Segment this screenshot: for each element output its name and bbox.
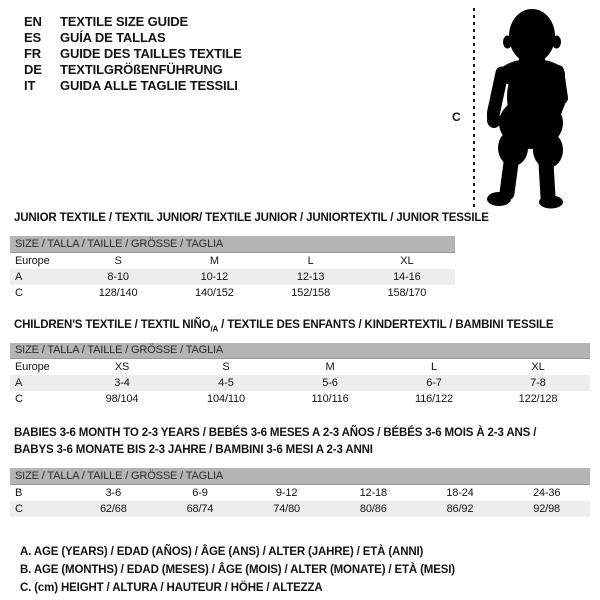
table-row-age: [10, 375, 590, 391]
cell: 104/110: [207, 393, 245, 405]
baby-silhouette-icon: [487, 3, 600, 211]
cell: 110/116: [311, 393, 349, 405]
cell: 3-6: [105, 486, 122, 499]
language-row-en: [24, 13, 242, 29]
table-row-age: [10, 269, 455, 285]
section-babies: [10, 425, 590, 517]
table-row-height: [10, 285, 455, 301]
cell: XS: [114, 361, 130, 373]
cell: M: [209, 254, 219, 267]
language-code: IT: [24, 77, 36, 93]
section-children: [10, 319, 590, 408]
language-row-de: [24, 61, 242, 77]
language-row-fr: [24, 45, 242, 61]
cell: 116/122: [415, 393, 453, 405]
cell: 68/74: [186, 502, 214, 515]
cell: 62/68: [99, 502, 127, 515]
title-line1: BABIES 3-6 MONTH TO 2-3 YEARS / BEBÉS 3-6 MESES A 2-3 AÑOS / BÉBÉS 3-6 MOIS À 2-3 ANS /: [14, 427, 537, 439]
cell: 24-36: [532, 486, 561, 499]
table-row-age: [10, 484, 590, 501]
cell: 4-5: [218, 377, 234, 389]
row-label: B: [15, 486, 23, 499]
language-title: GUÍA DE TALLAS: [60, 29, 166, 45]
size-header-bar: SIZE / TALLA / TAILLE / GRÖSSE / TAGLIA: [10, 236, 455, 252]
language-code: EN: [24, 13, 42, 29]
row-label: C: [15, 393, 23, 405]
cell: 98/104: [105, 393, 139, 405]
section-junior: [10, 212, 590, 301]
footnote-c: C. (cm) HEIGHT / ALTURA / HAUTEUR / HÖHE / ALTEZZA: [20, 581, 323, 594]
row-label: A: [15, 270, 23, 283]
cell: 6-7: [426, 377, 442, 389]
row-label: Europe: [15, 361, 50, 373]
title-subscript: /A: [210, 323, 219, 333]
cell: 9-12: [275, 486, 298, 499]
size-guide-content: [10, 212, 590, 597]
children-size-table: [10, 343, 590, 408]
row-label: C: [15, 286, 23, 299]
cell: 5-6: [322, 377, 338, 389]
language-code: FR: [24, 45, 42, 61]
language-list: [24, 13, 242, 93]
cell: 3-4: [114, 377, 130, 389]
cell: XL: [400, 254, 414, 267]
cell: S: [222, 361, 230, 373]
cell: 128/140: [98, 286, 138, 299]
section-title-babies: [10, 425, 590, 459]
title-text: CHILDREN'S TEXTILE / TEXTIL NIÑO: [14, 318, 211, 331]
footnote-b: B. AGE (MONTHS) / EDAD (MESES) / ÂGE (MOIS) / ALTER (MONATE) / ETÀ (MESI): [20, 563, 455, 576]
language-code: DE: [24, 61, 42, 77]
language-title: GUIDE DES TAILLES TEXTILE: [60, 45, 242, 61]
cell: S: [114, 254, 122, 267]
language-title: GUIDA ALLE TAGLIE TESSILI: [60, 77, 238, 93]
cell: 122/128: [518, 393, 558, 405]
cell: L: [431, 361, 437, 373]
cell: M: [325, 361, 335, 373]
row-label: A: [15, 377, 23, 389]
section-title-junior: JUNIOR TEXTILE / TEXTIL JUNIOR/ TEXTILE JUNIOR / JUNIORTEXTIL / JUNIOR TESSILE: [14, 212, 489, 224]
table-row-europe: [10, 252, 455, 269]
height-measure-dashed-line: [473, 8, 475, 207]
cell: 86/92: [446, 502, 474, 515]
cell: 158/170: [387, 286, 427, 299]
cell: 12-18: [359, 486, 387, 499]
junior-size-table: [10, 236, 455, 301]
cell: 7-8: [530, 377, 546, 389]
cell: 12-13: [296, 270, 325, 283]
section-title-children: [10, 319, 590, 332]
table-row-height: [10, 501, 590, 517]
row-label: Europe: [15, 254, 50, 267]
row-label: C: [15, 502, 23, 515]
cell: 6-9: [192, 486, 208, 499]
cell: 10-12: [200, 270, 229, 283]
cell: 92/98: [533, 502, 561, 515]
title-text: / TEXTILE DES ENFANTS / KINDERTEXTIL / BAMBINI TESSILE: [218, 318, 554, 331]
cell: 14-16: [393, 270, 421, 283]
cell: XL: [531, 361, 545, 373]
cell: 18-24: [446, 486, 474, 499]
footnote-a: A. AGE (YEARS) / EDAD (AÑOS) / ÂGE (ANS) / ALTER (JAHRE) / ETÀ (ANNI): [20, 545, 424, 558]
language-code: ES: [24, 29, 42, 45]
cell: 140/152: [195, 286, 234, 299]
table-row-height: [10, 391, 590, 407]
size-header-bar: SIZE / TALLA / TAILLE / GRÖSSE / TAGLIA: [10, 343, 590, 359]
babies-size-table: [10, 468, 590, 517]
language-row-it: [24, 77, 242, 93]
cell: 80/86: [359, 502, 387, 515]
cell: 8-10: [107, 270, 129, 283]
cell: L: [307, 254, 314, 267]
cell: 152/158: [291, 286, 330, 299]
footnotes: [10, 543, 590, 597]
size-header-bar: SIZE / TALLA / TAILLE / GRÖSSE / TAGLIA: [10, 468, 590, 484]
title-line2: BABYS 3-6 MONATE BIS 2-3 JAHRE / BAMBINI 3-6 MESI A 2-3 ANNI: [14, 444, 373, 456]
cell: 74/80: [273, 502, 301, 515]
language-row-es: [24, 29, 242, 45]
height-measure-label: C: [452, 110, 461, 124]
language-title: TEXTILGRÖßENFÜHRUNG: [60, 61, 223, 77]
language-title: TEXTILE SIZE GUIDE: [60, 13, 189, 29]
table-row-europe: [10, 359, 590, 376]
